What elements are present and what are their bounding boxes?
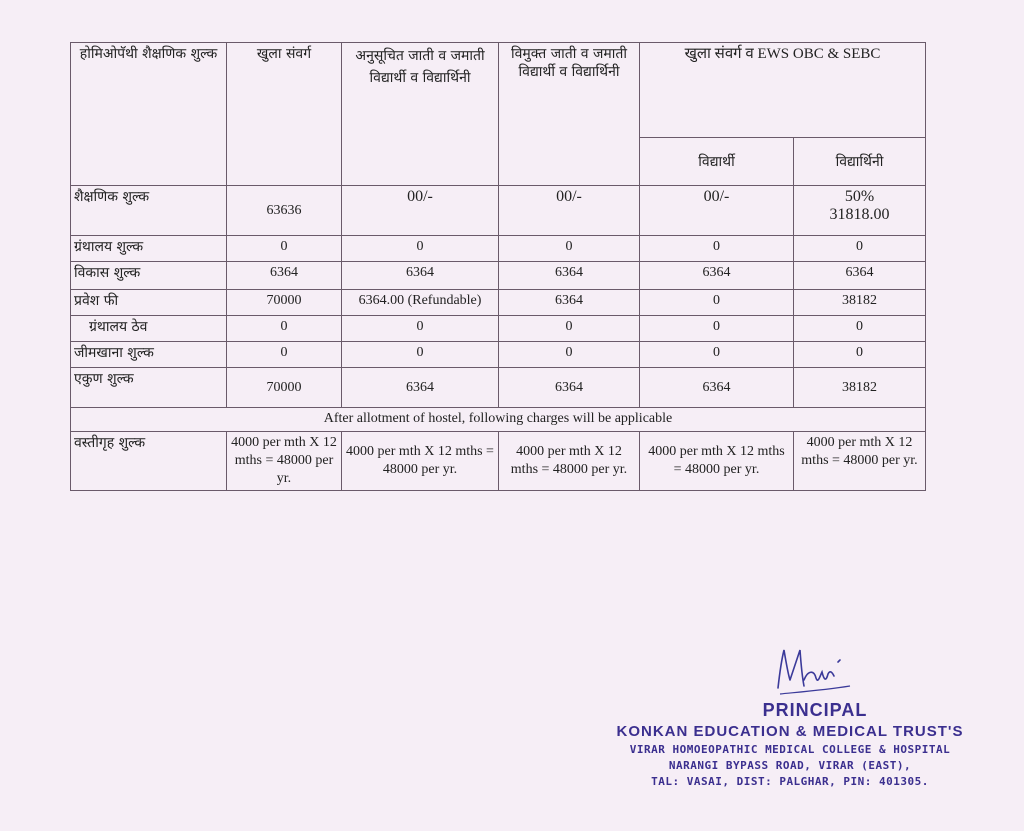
stamp-trust: KONKAN EDUCATION & MEDICAL TRUST'S — [616, 723, 964, 740]
stamp-address2: TAL: VASAI, DIST: PALGHAR, PIN: 401305. — [651, 775, 929, 788]
header-ews-obc: खुला संवर्ग व EWS OBC & SEBC — [640, 43, 926, 138]
cell-value: 0 — [640, 236, 794, 262]
cell-value: 70000 — [227, 368, 342, 408]
table-row-total — [71, 368, 926, 408]
cell-value: 0 — [640, 342, 794, 368]
cell-value: 0 — [342, 342, 499, 368]
cell-value: 38182 — [794, 290, 926, 316]
cell-value: 6364 — [342, 262, 499, 290]
cell-value: 0 — [499, 316, 640, 342]
cell-value: 6364.00 (Refundable) — [342, 290, 499, 316]
cell-value: 0 — [640, 290, 794, 316]
cell-value: 38182 — [794, 368, 926, 408]
cell-value: 00/- — [499, 186, 640, 236]
cell-value: 6364 — [499, 262, 640, 290]
cell-value: 0 — [342, 316, 499, 342]
cell-value: 0 — [227, 342, 342, 368]
cell-value: 00/- — [640, 186, 794, 236]
cell-value: 0 — [227, 316, 342, 342]
cell-value: 0 — [794, 236, 926, 262]
table-row — [71, 186, 926, 236]
cell-value: 4000 per mth X 12 mths = 48000 per yr. — [227, 432, 342, 491]
cell-value: 63636 — [227, 186, 342, 236]
table-row — [71, 262, 926, 290]
cell-value: 0 — [794, 342, 926, 368]
cell-value: 6364 — [794, 262, 926, 290]
header-row — [71, 43, 926, 138]
cell-value: 4000 per mth X 12 mths = 48000 per yr. — [342, 432, 499, 491]
row-label: विकास शुल्क — [71, 262, 227, 290]
table-row-hostel — [71, 432, 926, 491]
row-label: वस्तीगृह शुल्क — [71, 432, 227, 491]
row-label: एकुण शुल्क — [71, 368, 227, 408]
cell-value: 6364 — [227, 262, 342, 290]
cell-value: 0 — [342, 236, 499, 262]
cell-value: 0 — [640, 316, 794, 342]
principal-stamp — [600, 700, 980, 788]
row-label: जीमखाना शुल्क — [71, 342, 227, 368]
row-label: शैक्षणिक शुल्क — [71, 186, 227, 236]
stamp-title: PRINCIPAL — [762, 700, 868, 720]
cell-value: 4000 per mth X 12 mths = 48000 per yr. — [794, 432, 926, 491]
cell-value: 70000 — [227, 290, 342, 316]
cell-amount: 31818.00 — [829, 206, 890, 223]
cell-value: 6364 — [342, 368, 499, 408]
signature — [770, 640, 860, 700]
table-row — [71, 316, 926, 342]
hostel-note: After allotment of hostel, following charges will be applicable — [71, 408, 926, 432]
header-fee-type: होमिओपॅथी शैक्षणिक शुल्क — [71, 43, 227, 186]
cell-value — [794, 186, 926, 236]
fee-table — [70, 42, 926, 491]
row-label: प्रवेश फी — [71, 290, 227, 316]
row-label: ग्रंथालय शुल्क — [71, 236, 227, 262]
subheader-male: विद्यार्थी — [640, 138, 794, 186]
row-label: ग्रंथालय ठेव — [71, 316, 227, 342]
cell-value: 0 — [227, 236, 342, 262]
stamp-address1: NARANGI BYPASS ROAD, VIRAR (EAST), — [668, 759, 912, 772]
cell-value: 6364 — [640, 368, 794, 408]
cell-percent: 50% — [844, 188, 875, 205]
header-sc-st: अनुसूचित जाती व जमाती विद्यार्थी व विद्यार्थिनी — [342, 43, 499, 186]
cell-value: 0 — [794, 316, 926, 342]
table-row — [71, 290, 926, 316]
cell-value: 6364 — [640, 262, 794, 290]
stamp-college: VIRAR HOMOEOPATHIC MEDICAL COLLEGE & HOSPITAL — [629, 743, 951, 756]
table-row — [71, 342, 926, 368]
table-row — [71, 236, 926, 262]
cell-value: 00/- — [342, 186, 499, 236]
cell-value: 0 — [499, 236, 640, 262]
subheader-female: विद्यार्थिनी — [794, 138, 926, 186]
hostel-note-row — [71, 408, 926, 432]
cell-value: 4000 per mth X 12 mths = 48000 per yr. — [640, 432, 794, 491]
header-open: खुला संवर्ग — [227, 43, 342, 186]
cell-value: 6364 — [499, 290, 640, 316]
cell-value: 4000 per mth X 12 mths = 48000 per yr. — [499, 432, 640, 491]
header-vj-nt: विमुक्त जाती व जमाती विद्यार्थी व विद्यार्थिनी — [499, 43, 640, 186]
cell-value: 0 — [499, 342, 640, 368]
cell-value: 6364 — [499, 368, 640, 408]
